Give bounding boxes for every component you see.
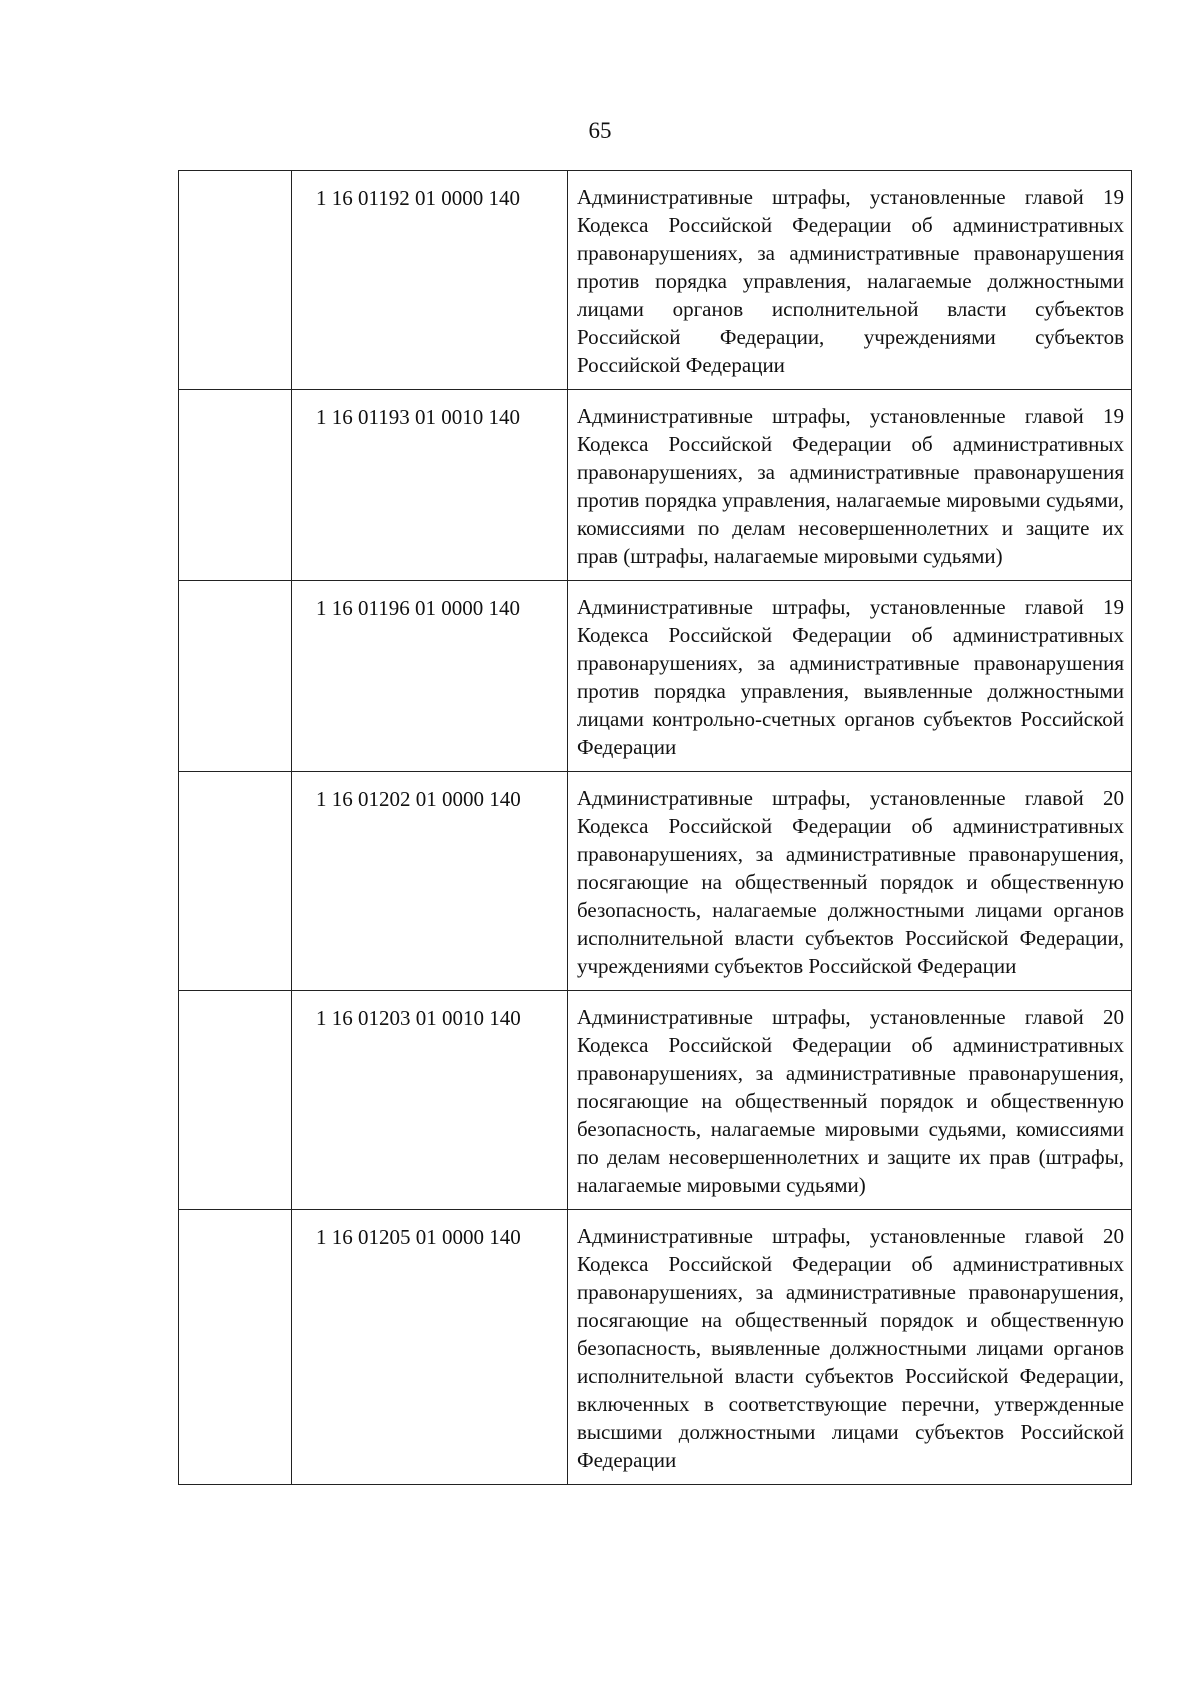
- empty-cell: [179, 390, 292, 581]
- budget-codes-table: [178, 170, 1132, 1485]
- table-row: [179, 772, 1132, 991]
- empty-cell: [179, 1210, 292, 1485]
- budget-code: 1 16 01192 01 0000 140: [292, 171, 568, 390]
- table-row: [179, 1210, 1132, 1485]
- code-description: Административные штрафы, установленные главой 19 Кодекса Российской Федерации об административных правонарушениях, за административные правонарушения против порядка управления, налагаемые должностными лицами органов исполнительной власти субъектов Российской Федерации, учреждениями субъектов Российской Федерации: [568, 171, 1132, 390]
- table-row: [179, 390, 1132, 581]
- table-row: [179, 171, 1132, 390]
- code-description: Административные штрафы, установленные главой 20 Кодекса Российской Федерации об административных правонарушениях, за административные правонарушения, посягающие на общественный порядок и общественную безопасность, налагаемые мировыми судьями, комиссиями по делам несовершеннолетних и защите их прав (штрафы, налагаемые мировыми судьями): [568, 991, 1132, 1210]
- page-number: 65: [588, 118, 612, 143]
- budget-code: 1 16 01193 01 0010 140: [292, 390, 568, 581]
- code-description: Административные штрафы, установленные главой 20 Кодекса Российской Федерации об административных правонарушениях, за административные правонарушения, посягающие на общественный порядок и общественную безопасность, налагаемые должностными лицами органов исполнительной власти субъектов Российской Федерации, учреждениями субъектов Российской Федерации: [568, 772, 1132, 991]
- code-description: Административные штрафы, установленные главой 20 Кодекса Российской Федерации об административных правонарушениях, за административные правонарушения, посягающие на общественный порядок и общественную безопасность, выявленные должностными лицами органов исполнительной власти субъектов Российской Федерации, включенных в соответствующие перечни, утвержденные высшими должностными лицами субъектов Российской Федерации: [568, 1210, 1132, 1485]
- budget-code: 1 16 01203 01 0010 140: [292, 991, 568, 1210]
- table-row: [179, 581, 1132, 772]
- empty-cell: [179, 581, 292, 772]
- budget-code: 1 16 01196 01 0000 140: [292, 581, 568, 772]
- code-description: Административные штрафы, установленные главой 19 Кодекса Российской Федерации об административных правонарушениях, за административные правонарушения против порядка управления, налагаемые мировыми судьями, комиссиями по делам несовершеннолетних и защите их прав (штрафы, налагаемые мировыми судьями): [568, 390, 1132, 581]
- empty-cell: [179, 772, 292, 991]
- empty-cell: [179, 991, 292, 1210]
- empty-cell: [179, 171, 292, 390]
- table-row: [179, 991, 1132, 1210]
- budget-code: 1 16 01202 01 0000 140: [292, 772, 568, 991]
- budget-code: 1 16 01205 01 0000 140: [292, 1210, 568, 1485]
- code-description: Административные штрафы, установленные главой 19 Кодекса Российской Федерации об административных правонарушениях, за административные правонарушения против порядка управления, выявленные должностными лицами контрольно-счетных органов субъектов Российской Федерации: [568, 581, 1132, 772]
